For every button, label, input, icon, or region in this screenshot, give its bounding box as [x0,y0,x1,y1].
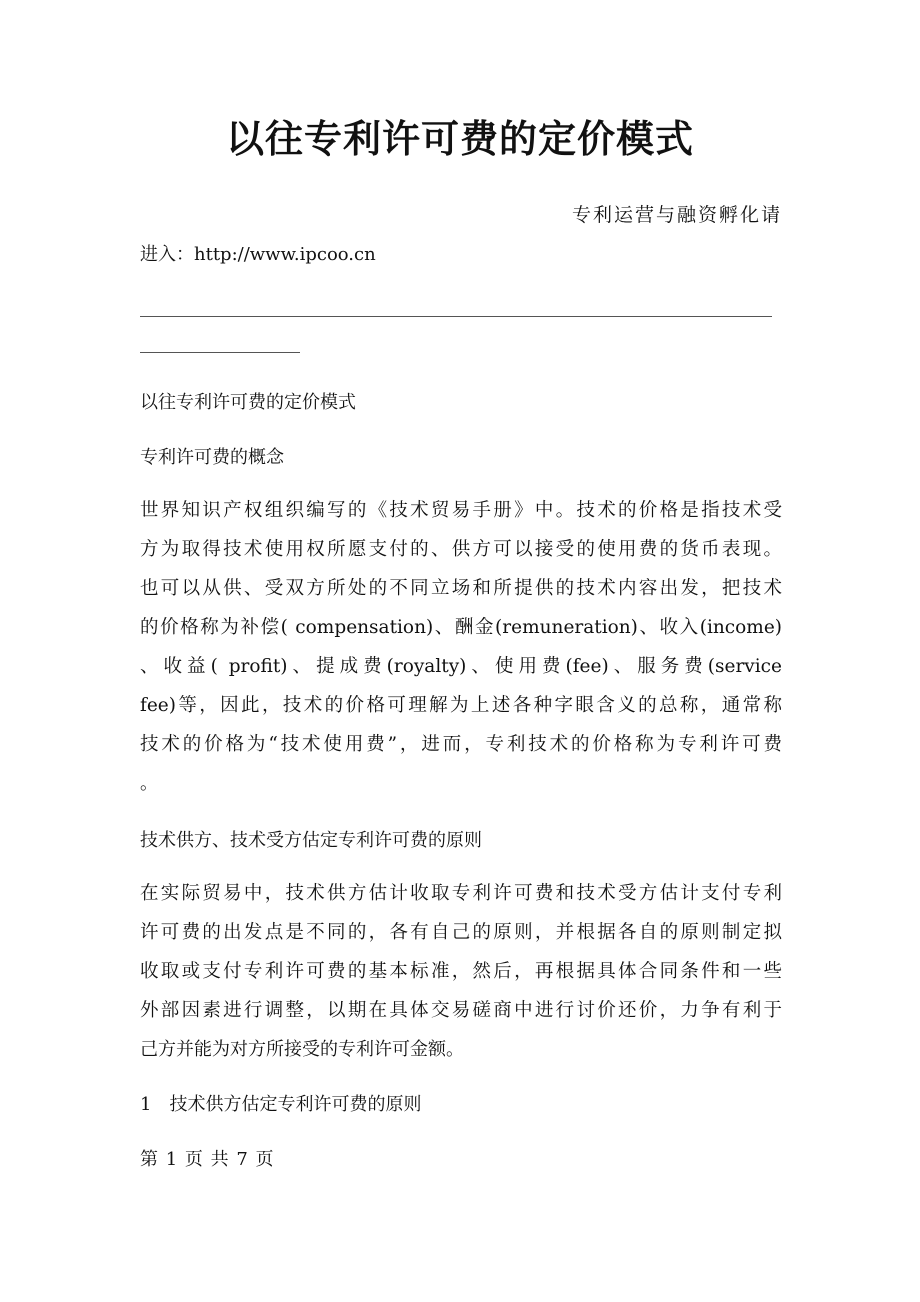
subtitle: 专利运营与融资孵化请 [571,204,782,226]
para1-line: 。 [140,773,158,794]
heading-2: 专利许可费的概念 [140,447,284,468]
link-line[interactable]: 进入：http://www.ipcoo.cn [140,244,376,265]
para1-line: 的价格称为补偿( compensation)、酬金(remuneration)、收入(income) [140,617,782,638]
divider-short [140,352,300,353]
heading-4: 1 技术供方估定专利许可费的原则 [140,1094,422,1115]
para1-line: 、收益( profit)、提成费(royalty)、使用费(fee)、服务费(service [140,656,782,677]
para2-line: 外部因素进行调整，以期在具体交易磋商中进行讨价还价，力争有利于 [140,1000,782,1021]
para2-line: 在实际贸易中，技术供方估计收取专利许可费和技术受方估计支付专利 [140,883,782,904]
para2-line: 收取或支付专利许可费的基本标准，然后，再根据具体合同条件和一些 [140,961,782,982]
para1-line: 也可以从供、受双方所处的不同立场和所提供的技术内容出发，把技术 [140,578,782,599]
page-footer: 第 1 页 共 7 页 [140,1149,274,1170]
para1-line: 技术的价格为“技术使用费”，进而，专利技术的价格称为专利许可费 [140,734,782,755]
para1-line: fee)等，因此，技术的价格可理解为上述各种字眼含义的总称，通常称 [140,695,782,716]
document-title: 以往专利许可费的定价模式 [225,117,694,161]
para1-line: 世界知识产权组织编写的《技术贸易手册》中。技术的价格是指技术受 [140,500,782,521]
heading-1: 以往专利许可费的定价模式 [140,392,356,413]
para2-line: 许可费的出发点是不同的，各有自己的原则，并根据各自的原则制定拟 [140,922,782,943]
heading-3: 技术供方、技术受方估定专利许可费的原则 [140,830,482,851]
para2-line: 己方并能为对方所接受的专利许可金额。 [140,1039,464,1060]
divider-long [140,316,772,317]
para1-line: 方为取得技术使用权所愿支付的、供方可以接受的使用费的货币表现。 [140,539,782,560]
